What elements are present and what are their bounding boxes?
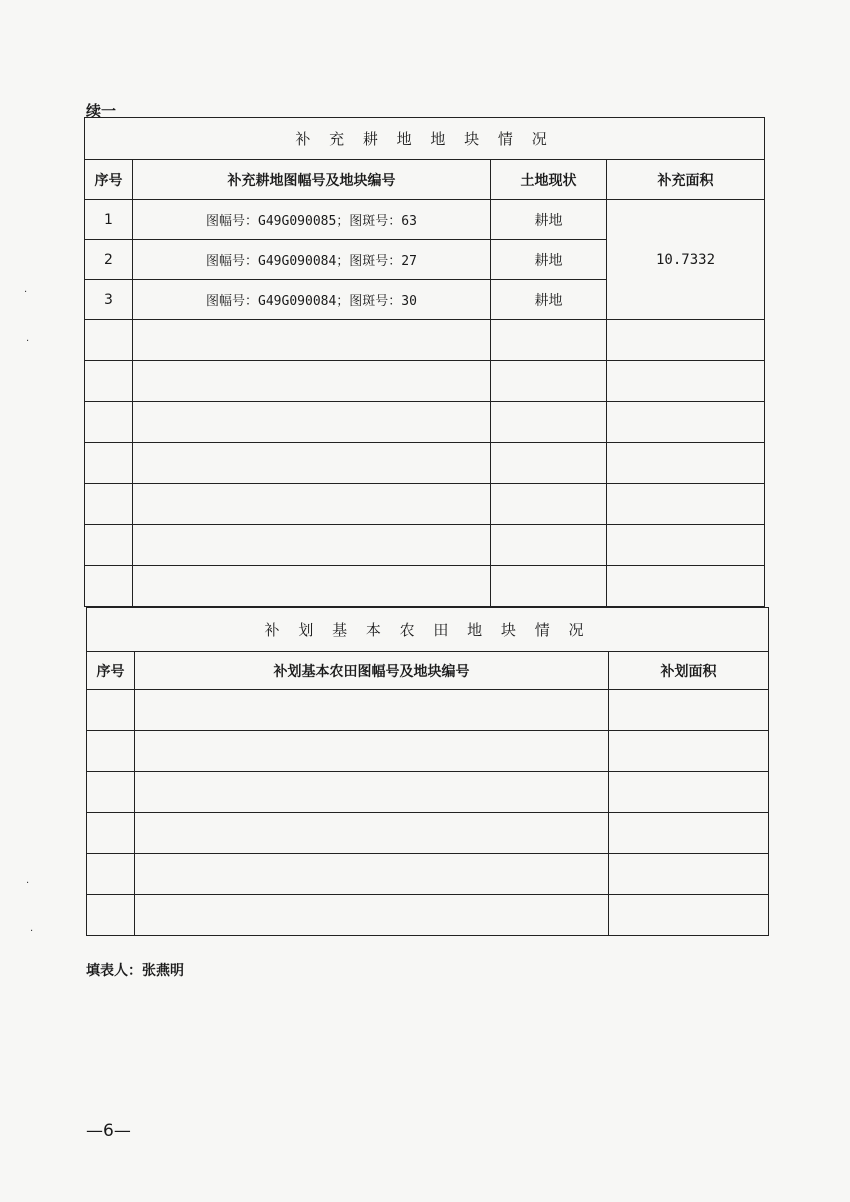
empty-row: [87, 854, 769, 895]
table-row: [85, 200, 765, 240]
empty-row: [87, 731, 769, 772]
row-seq: 2: [85, 240, 133, 280]
filled-by: 填表人：张燕明: [86, 963, 184, 979]
section-title: 补 充 耕 地 地 块 情 况: [85, 118, 765, 160]
header-area: 补划面积: [609, 652, 769, 690]
scan-speck: ·: [26, 336, 30, 347]
empty-row: [85, 361, 765, 402]
header-sheet: 补划基本农田图幅号及地块编号: [135, 652, 609, 690]
header-seq: 序号: [85, 160, 133, 200]
empty-row: [85, 484, 765, 525]
row-status: 耕地: [491, 280, 607, 320]
basic-farmland-table: [86, 607, 769, 936]
empty-row: [87, 690, 769, 731]
scan-speck: ·: [30, 926, 34, 937]
empty-row: [85, 443, 765, 484]
continued-label: 续一: [86, 102, 117, 120]
empty-row: [87, 772, 769, 813]
empty-row: [87, 895, 769, 936]
header-status: 土地现状: [491, 160, 607, 200]
header-seq: 序号: [87, 652, 135, 690]
header-area: 补充面积: [607, 160, 765, 200]
empty-row: [85, 402, 765, 443]
empty-row: [85, 525, 765, 566]
section-title: 补 划 基 本 农 田 地 块 情 况: [87, 608, 769, 652]
supplementary-farmland-table: [84, 117, 765, 607]
row-status: 耕地: [491, 240, 607, 280]
empty-row: [85, 320, 765, 361]
row-sheet: 图幅号：G49G090084；图斑号：30: [133, 280, 491, 320]
row-status: 耕地: [491, 200, 607, 240]
total-area: 10.7332: [607, 200, 765, 320]
row-sheet: 图幅号：G49G090084；图斑号：27: [133, 240, 491, 280]
empty-row: [85, 566, 765, 607]
page-number: —6—: [86, 1121, 131, 1141]
row-seq: 3: [85, 280, 133, 320]
header-sheet: 补充耕地图幅号及地块编号: [133, 160, 491, 200]
scan-speck: ·: [24, 287, 28, 298]
row-seq: 1: [85, 200, 133, 240]
empty-row: [87, 813, 769, 854]
scan-speck: ·: [26, 878, 30, 889]
row-sheet: 图幅号：G49G090085；图斑号：63: [133, 200, 491, 240]
